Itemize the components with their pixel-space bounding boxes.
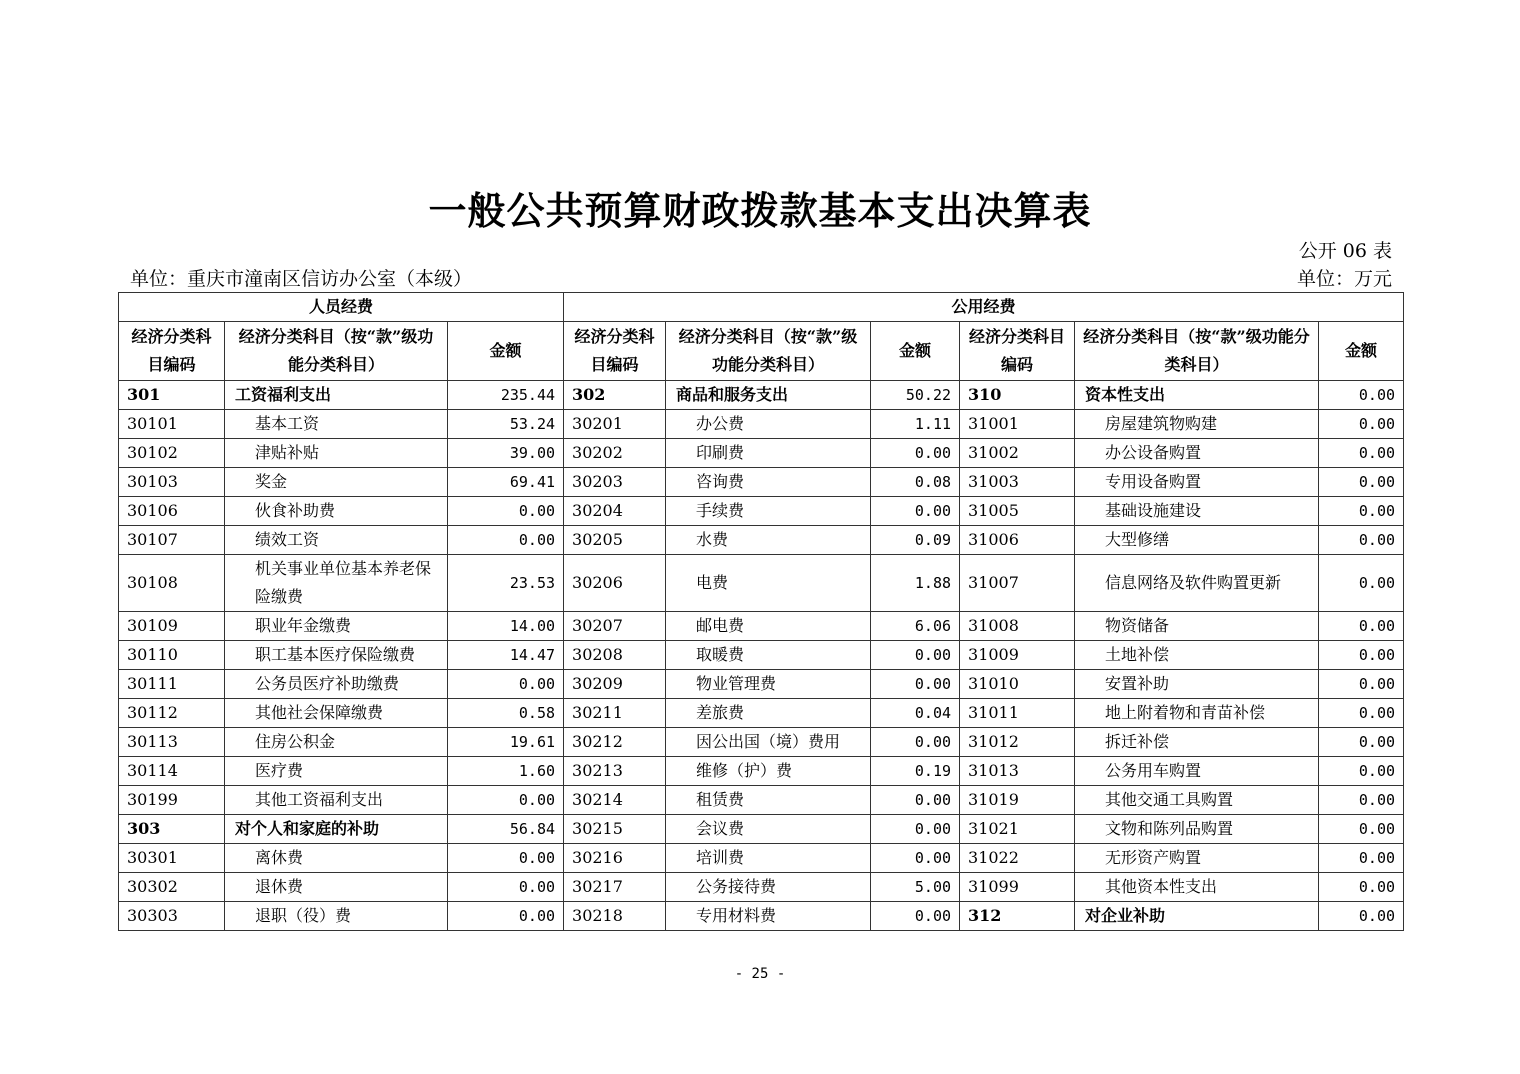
account-code-cell: 30302 [119,873,225,902]
account-code-cell: 31008 [960,612,1075,641]
account-name-cell: 退职（役）费 [225,902,448,931]
account-name-cell: 维修（护）费 [666,757,871,786]
account-code-cell: 302 [564,381,666,410]
table-row [119,555,1404,612]
account-name-cell: 房屋建筑物购建 [1075,410,1319,439]
account-name-cell: 资本性支出 [1075,381,1319,410]
account-name-cell: 对个人和家庭的补助 [225,815,448,844]
header-code: 经济分类科目编码 [564,322,666,381]
account-name-cell: 差旅费 [666,699,871,728]
account-code-cell: 30205 [564,526,666,555]
account-code-cell: 31003 [960,468,1075,497]
amount-cell: 0.00 [871,439,960,468]
account-name-cell: 公务用车购置 [1075,757,1319,786]
header-name: 经济分类科目（按“款”级功能分类科目） [225,322,448,381]
account-name-cell: 奖金 [225,468,448,497]
page-title: 一般公共预算财政拨款基本支出决算表 [428,188,1092,233]
account-code-cell: 30109 [119,612,225,641]
account-name-cell: 机关事业单位基本养老保险缴费 [225,555,448,612]
amount-cell: 23.53 [448,555,564,612]
account-code-cell: 31005 [960,497,1075,526]
amount-cell: 0.00 [448,786,564,815]
amount-cell: 14.00 [448,612,564,641]
account-name-cell: 取暖费 [666,641,871,670]
account-name-cell: 因公出国（境）费用 [666,728,871,757]
table-row [119,381,1404,410]
account-name-cell: 公务员医疗补助缴费 [225,670,448,699]
account-name-cell: 安置补助 [1075,670,1319,699]
amount-cell: 0.00 [448,844,564,873]
account-code-cell: 30301 [119,844,225,873]
amount-cell: 0.00 [1319,815,1404,844]
amount-cell: 235.44 [448,381,564,410]
account-name-cell: 土地补偿 [1075,641,1319,670]
table-row [119,786,1404,815]
account-code-cell: 30201 [564,410,666,439]
account-code-cell: 301 [119,381,225,410]
account-code-cell: 30217 [564,873,666,902]
account-name-cell: 其他工资福利支出 [225,786,448,815]
account-code-cell: 30102 [119,439,225,468]
account-name-cell: 其他社会保障缴费 [225,699,448,728]
amount-cell: 0.04 [871,699,960,728]
amount-cell: 0.00 [1319,641,1404,670]
table-row [119,670,1404,699]
account-code-cell: 30204 [564,497,666,526]
account-name-cell: 租赁费 [666,786,871,815]
account-code-cell: 30112 [119,699,225,728]
amount-cell: 0.58 [448,699,564,728]
account-code-cell: 31021 [960,815,1075,844]
amount-cell: 50.22 [871,381,960,410]
account-name-cell: 电费 [666,555,871,612]
group-header-row [119,293,1404,322]
amount-cell: 0.00 [1319,555,1404,612]
account-name-cell: 培训费 [666,844,871,873]
account-code-cell: 30216 [564,844,666,873]
table-row [119,902,1404,931]
table-row [119,526,1404,555]
amount-cell: 1.60 [448,757,564,786]
amount-cell: 0.00 [1319,468,1404,497]
amount-cell: 6.06 [871,612,960,641]
account-code-cell: 31002 [960,439,1075,468]
account-code-cell: 31019 [960,786,1075,815]
account-name-cell: 其他交通工具购置 [1075,786,1319,815]
table-row [119,728,1404,757]
account-name-cell: 基础设施建设 [1075,497,1319,526]
amount-cell: 0.00 [1319,381,1404,410]
account-name-cell: 水费 [666,526,871,555]
account-code-cell: 30211 [564,699,666,728]
table-row [119,612,1404,641]
account-code-cell: 31013 [960,757,1075,786]
account-code-cell: 303 [119,815,225,844]
account-code-cell: 30199 [119,786,225,815]
account-code-cell: 31001 [960,410,1075,439]
amount-cell: 0.00 [1319,757,1404,786]
account-name-cell: 印刷费 [666,439,871,468]
account-code-cell: 31009 [960,641,1075,670]
amount-cell: 19.61 [448,728,564,757]
page-number: - 25 - [734,966,786,982]
account-name-cell: 地上附着物和青苗补偿 [1075,699,1319,728]
amount-cell: 0.00 [871,497,960,526]
amount-cell: 0.00 [871,670,960,699]
account-name-cell: 邮电费 [666,612,871,641]
account-name-cell: 无形资产购置 [1075,844,1319,873]
account-code-cell: 30103 [119,468,225,497]
amount-cell: 0.19 [871,757,960,786]
amount-cell: 0.00 [448,526,564,555]
account-code-cell: 30108 [119,555,225,612]
account-name-cell: 专用设备购置 [1075,468,1319,497]
amount-cell: 0.00 [871,786,960,815]
amount-cell: 0.00 [448,670,564,699]
account-name-cell: 信息网络及软件购置更新 [1075,555,1319,612]
account-code-cell: 30101 [119,410,225,439]
account-code-cell: 30202 [564,439,666,468]
account-name-cell: 办公设备购置 [1075,439,1319,468]
account-code-cell: 30110 [119,641,225,670]
account-name-cell: 职工基本医疗保险缴费 [225,641,448,670]
account-code-cell: 30114 [119,757,225,786]
currency-unit: 单位：万元 [1296,268,1392,290]
account-code-cell: 31011 [960,699,1075,728]
account-code-cell: 30213 [564,757,666,786]
account-code-cell: 312 [960,902,1075,931]
account-code-cell: 30212 [564,728,666,757]
account-name-cell: 职业年金缴费 [225,612,448,641]
amount-cell: 56.84 [448,815,564,844]
account-code-cell: 30113 [119,728,225,757]
account-code-cell: 31022 [960,844,1075,873]
account-name-cell: 津贴补贴 [225,439,448,468]
amount-cell: 5.00 [871,873,960,902]
table-row [119,699,1404,728]
table-number: 公开 06 表 [1298,240,1392,262]
account-name-cell: 专用材料费 [666,902,871,931]
amount-cell: 0.00 [871,902,960,931]
header-amount: 金额 [871,322,960,381]
account-code-cell: 30107 [119,526,225,555]
account-name-cell: 其他资本性支出 [1075,873,1319,902]
account-name-cell: 大型修缮 [1075,526,1319,555]
table-row [119,497,1404,526]
account-name-cell: 办公费 [666,410,871,439]
account-code-cell: 30215 [564,815,666,844]
account-code-cell: 310 [960,381,1075,410]
account-code-cell: 30303 [119,902,225,931]
amount-cell: 0.00 [1319,728,1404,757]
amount-cell: 0.00 [448,497,564,526]
account-name-cell: 对企业补助 [1075,902,1319,931]
account-name-cell: 医疗费 [225,757,448,786]
table-row [119,815,1404,844]
amount-cell: 39.00 [448,439,564,468]
table-row [119,468,1404,497]
amount-cell: 0.00 [1319,497,1404,526]
account-name-cell: 工资福利支出 [225,381,448,410]
table-row [119,844,1404,873]
table-row [119,641,1404,670]
account-code-cell: 31010 [960,670,1075,699]
account-code-cell: 30214 [564,786,666,815]
header-code: 经济分类科目编码 [119,322,225,381]
amount-cell: 0.00 [1319,439,1404,468]
account-code-cell: 31012 [960,728,1075,757]
account-name-cell: 手续费 [666,497,871,526]
amount-cell: 1.88 [871,555,960,612]
account-name-cell: 伙食补助费 [225,497,448,526]
group-public: 公用经费 [564,293,1404,322]
account-name-cell: 物资储备 [1075,612,1319,641]
account-code-cell: 30203 [564,468,666,497]
table-row [119,410,1404,439]
header-amount: 金额 [1319,322,1404,381]
amount-cell: 53.24 [448,410,564,439]
amount-cell: 0.00 [871,641,960,670]
account-name-cell: 拆迁补偿 [1075,728,1319,757]
account-name-cell: 基本工资 [225,410,448,439]
header-name: 经济分类科目（按“款”级功能分类科目） [666,322,871,381]
amount-cell: 0.00 [871,728,960,757]
amount-cell: 0.00 [1319,670,1404,699]
account-code-cell: 31007 [960,555,1075,612]
group-personnel: 人员经费 [119,293,564,322]
account-name-cell: 绩效工资 [225,526,448,555]
account-code-cell: 30209 [564,670,666,699]
amount-cell: 0.00 [1319,873,1404,902]
account-code-cell: 30208 [564,641,666,670]
account-name-cell: 退休费 [225,873,448,902]
amount-cell: 0.00 [1319,902,1404,931]
account-code-cell: 30106 [119,497,225,526]
amount-cell: 0.00 [1319,844,1404,873]
expenditure-table [118,292,1404,931]
column-header-row [119,322,1404,381]
amount-cell: 0.00 [1319,699,1404,728]
account-name-cell: 文物和陈列品购置 [1075,815,1319,844]
amount-cell: 69.41 [448,468,564,497]
amount-cell: 1.11 [871,410,960,439]
account-code-cell: 30218 [564,902,666,931]
account-name-cell: 商品和服务支出 [666,381,871,410]
amount-cell: 0.00 [1319,526,1404,555]
account-code-cell: 31099 [960,873,1075,902]
table-row [119,873,1404,902]
organization-unit: 单位：重庆市潼南区信访办公室（本级） [130,268,473,290]
account-code-cell: 30206 [564,555,666,612]
amount-cell: 0.00 [1319,410,1404,439]
account-name-cell: 会议费 [666,815,871,844]
account-code-cell: 31006 [960,526,1075,555]
amount-cell: 0.08 [871,468,960,497]
header-amount: 金额 [448,322,564,381]
table-row [119,439,1404,468]
account-name-cell: 公务接待费 [666,873,871,902]
table-row [119,757,1404,786]
amount-cell: 0.00 [871,815,960,844]
amount-cell: 0.00 [1319,786,1404,815]
account-name-cell: 离休费 [225,844,448,873]
account-code-cell: 30111 [119,670,225,699]
amount-cell: 0.00 [448,902,564,931]
header-code: 经济分类科目编码 [960,322,1075,381]
amount-cell: 0.00 [448,873,564,902]
amount-cell: 0.00 [871,844,960,873]
account-code-cell: 30207 [564,612,666,641]
account-name-cell: 物业管理费 [666,670,871,699]
amount-cell: 0.00 [1319,612,1404,641]
header-name: 经济分类科目（按“款”级功能分类科目） [1075,322,1319,381]
amount-cell: 14.47 [448,641,564,670]
account-name-cell: 咨询费 [666,468,871,497]
account-name-cell: 住房公积金 [225,728,448,757]
amount-cell: 0.09 [871,526,960,555]
